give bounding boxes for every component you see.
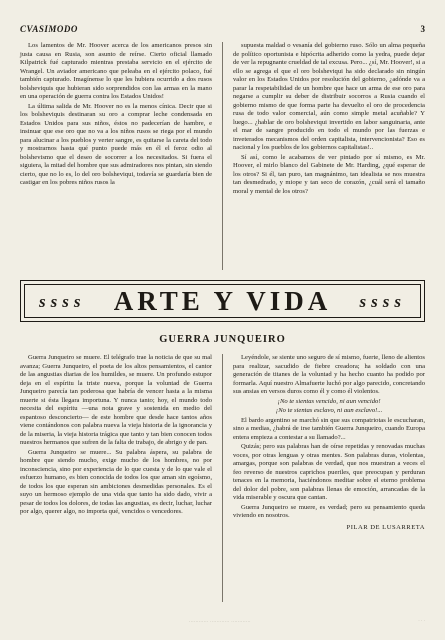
page-number: 3 — [420, 24, 425, 34]
paragraph: Los lamentos de Mr. Hoover acerca de los americanos presos sin justa causa en Rusia, son asunto de reírse. Cierto oficial llamado Kilpatrick fué capturado mientras prestaba servicio en el ejército de Wrangel. Un aviador americano que peleaba en el ejército polaco, fué también capturado. Imagínense lo que les hubiera ocurrido a dos rusos bolsheviquis que hubieran sido sorprendidos con las armas en la mano en una operación de guerra contra los Estados Unidos! — [20, 42, 212, 100]
section-banner — [20, 280, 425, 322]
banner-ornament-right: ssss — [359, 292, 406, 311]
verse-quote: ¡No te sientas vencido, ni aun vencido! — [277, 397, 381, 405]
paragraph: El bardo argentino se marchó sin que sus compatriotas le escucharan, sino a medias, ¿habrá de irse también Guerra Junqueiro, cuando Europa entera empieza a contestar a su llamado?... — [233, 416, 425, 441]
banner-ornament-left: ssss — [39, 292, 86, 311]
verse-quote: ¡No te sientas esclavo, ni aun esclavo!... — [275, 407, 383, 414]
paragraph: Leyéndole, se siente uno seguro de sí mismo, fuerte, lleno de alientos para realizar, sacudido de fiebre creadora; ha soldado con una generación de titanes de la voluntad y ha hecho cuanto ha podido por formarla. Aquí nuestro Almafuerte luchó por algo parecido, concretando sus ansias en versos duros como él y como él violentos. — [233, 354, 425, 395]
article-left-column — [20, 354, 212, 518]
magazine-title: CVASIMODO — [20, 24, 78, 34]
paragraph: La última salida de Mr. Hoover no es la menos cínica. Decir que si los bolsheviquis destinaran su oro a comprar leche condensada en Estados Unidos para sus niños, éstos no padecerían de hambre, e insinuar que ese oro que no va a los niños rusos se riega por el mundo para alucinar a los pueblos y verter sangre, es quitarse la careta del todo y mostrarnos hasta qué punto puede más en él el feroz odio al bolshevismo que el deseo de socorrer a los necesitados. Si fuera el siguiera, la mitad del hombre que sus admiradores nos pintan, sin siendo cierto, que no lo es, lo del oro bolsheviqui, todavía se guardaría bien de castigar en los pobres niños rusos la — [20, 102, 212, 186]
author-signature: PILAR DE LUSARRETA — [346, 523, 425, 531]
paragraph: Guerra Junqueiro se muere, es verdad; pero su pensamiento queda viviendo en nosotros. — [233, 503, 425, 519]
article-title: GUERRA JUNQUEIRO — [159, 334, 286, 345]
article-right-column — [233, 354, 425, 532]
running-head — [20, 24, 425, 36]
paragraph: supuesta maldad o vesanía del gobierno ruso. Sólo un alma pequeña de político oportunista e hipócrita adherido como la yedra, puede dejar de ver la repugnante crueldad de tal excusa. Pero... ¿sí, Mr. Hoover!, si a ello se agrega el que el oro bolsheviqui ha sido declarado sin ningún valor en los Estados Unidos por resolución del gobierno, ¿adónde va a parar la respetabilidad de un hombre que hace un arma de ese oro para negarse a cumplir su deber de distribuir socorros a Rusia cuando el gobierno mismo de que forma parte ha devuelto el oro de procedencia rusa de todo valor comercial, aún como simple metal acuñable? Y luego... ¿hablar de oro bolsheviqui invertido en labor sanguinaria, ante el mar de sangre producido en todo el mundo por las fuerzas e inveterados mecanismos del orden capitalista, intervencionista? Eso es nacional y los pueblos de los gobiernos capitalistas!.. — [233, 42, 425, 151]
paragraph: Quizás; pero sus palabras han de oírse repetidas y renovadas muchas voces, por otras lenguas y otras mentes. Son palabras duras, violentas, amargas, porque son palabras de verdad, que nos muestran a veces el feo reverso de nuestros caprichos pueriles, que preocupan y perduran tenaces en la memoria, haciéndonos meditar sobre el eterno problema del dolor del pobre, son palabras llenas de emoción, arrancadas de la vida miserable y oscura que cantan. — [233, 443, 425, 501]
column-divider — [222, 42, 223, 270]
section-title: ARTE Y VIDA — [113, 285, 332, 316]
upper-right-column — [233, 42, 425, 197]
paragraph: Sí así, como le acabamos de ver pintado por sí mismo, es Mr. Hoover, el mirlo blanco del Gabinete de Mr. Harding, ¿qué esperar de los otros? Si él, tan puro, tan magnánimo, tan idealista se nos muestra tan desmedrado, y miope y tan seco de corazón, ¿cuál será el tamaño moral y mental de los otros? — [233, 153, 425, 195]
paragraph: Guerra Junqueiro se muere. El telégrafo trae la noticia de que su mal avanza; Guerra Junqueiro, el poeta de los altos pensamientos, el cantor de las angustias diarias de los humildes, se muere. Un profundo estupor deja en el espíritu la triste nueva, porque la voluntad de Guerra Junqueiro parecía tan poderosa que habría de vencer hasta a la misma muerte si ésta llegara importuna. Y nunca tanto; hoy, el mundo todo necesita del espíritu —una nota grave y sostenida en medio del espantoso desconcierto— de este hombre que desde hace tantos años viene contándonos con palabra nueva la vieja historia de la ignorancia y de la miseria, la vieja historia trágica que tanto y tan bien conocen todos nuestros hermanos que sufren de la falta de trabajo, de abrigo y de pan. — [20, 354, 212, 446]
column-divider — [222, 354, 223, 602]
footer-mark-right: · · · — [418, 618, 425, 623]
paragraph: Guerra Junqueiro se muere... Su palabra áspera, su palabra de hombre que siendo mucho, exige mucho de los hombres, no por inconsciencia, sino por experiencia de lo que cuesta y de lo que vale el esfuerzo humano, es bien conocida de todos los que aman sin egoísmo, de todos los que esperan sin ambiciones desmedidas personales. Es el suyo un hermoso ejemplo de una vida que tanto ha sido dado, vivir a pesar de todos los dolores, de todas las angustias, es decir, luchar, luchar por algo, querer algo, no importa qué, vencidos o vencedores. — [20, 448, 212, 515]
upper-left-column — [20, 42, 212, 189]
footer-mark: ............ ............ ............ — [189, 618, 251, 623]
